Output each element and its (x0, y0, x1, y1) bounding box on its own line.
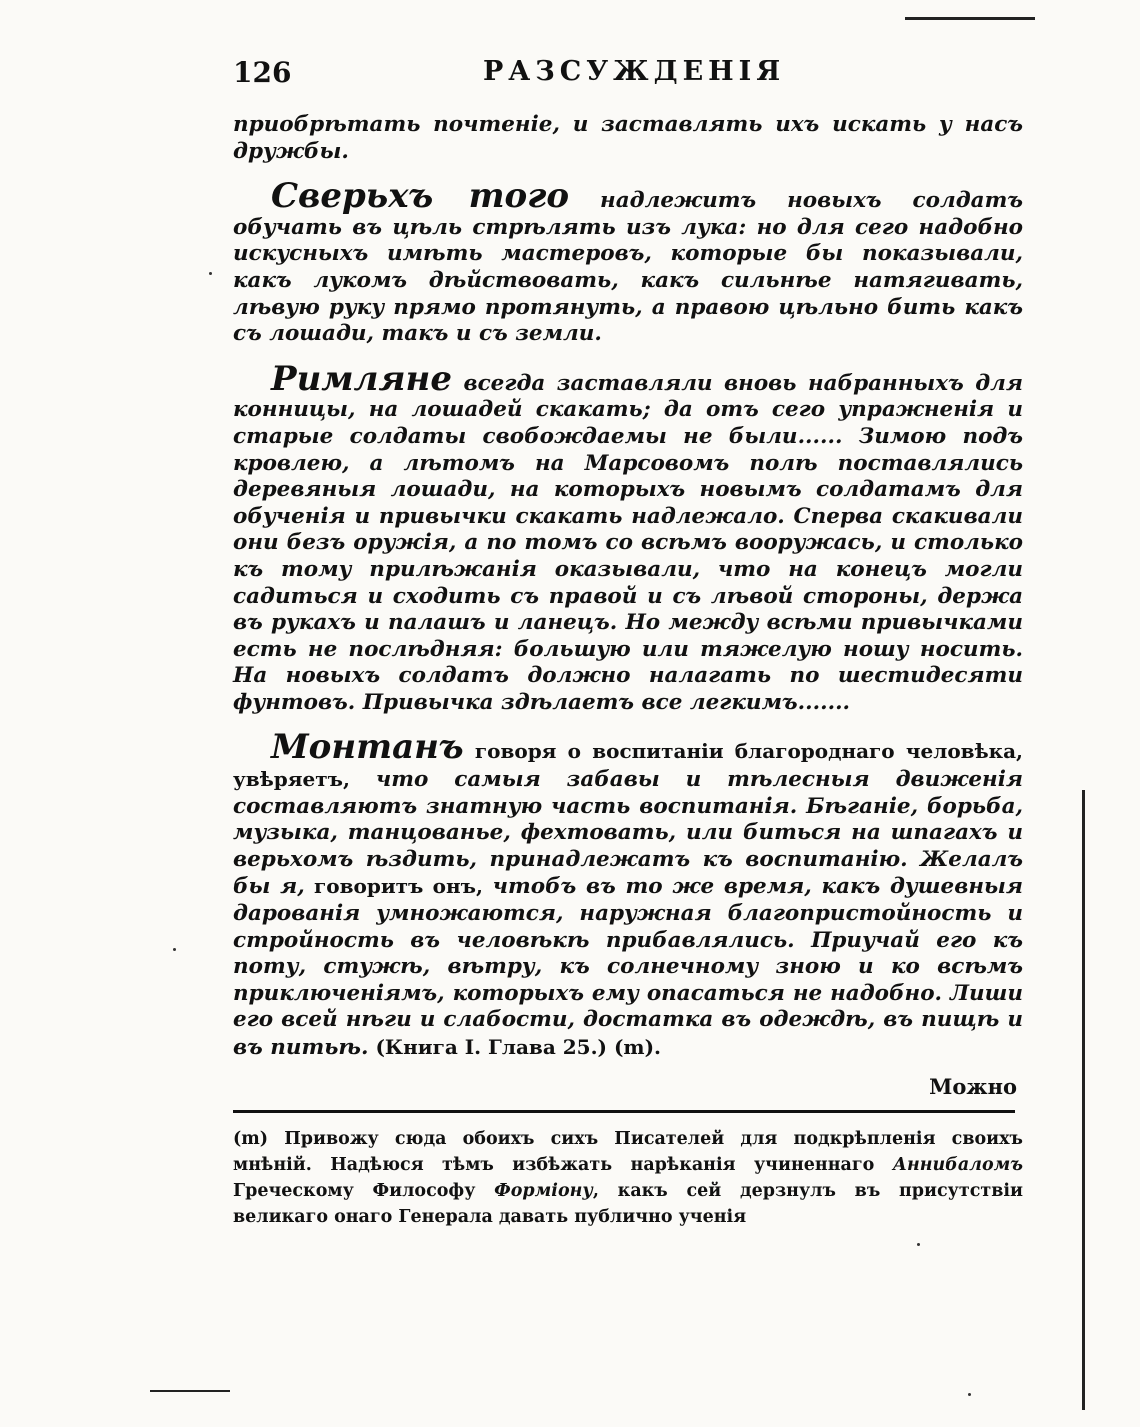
paragraph-4-reference: (Книга I. Глава 25.) (m). (368, 1035, 662, 1059)
paragraph-4-lead: Монтанъ (271, 727, 464, 768)
paragraph-4-text-b: чтобъ въ то же время, какъ душевныя дарованія умножаются, наружная благопристойность и стройность въ человѣкѣ прибавлялись. Приучай его къ поту, стужѣ, вѣтру, къ солнечному зною и ко всѣмъ приключеніямъ, которыхъ ему опасаться не надобно. Лиши его всей нѣги и слабости, достатка въ одеждѣ, въ пищѣ и въ питьѣ. (233, 874, 1023, 1060)
paragraph-4-text: что самыя забавы и тѣлесныя движенія составляютъ знатную часть воспитанія. Бѣганіе, борьба, музыка, танцованье, фехтовать, или биться на шпагахъ и верьхомъ ѣздить, принадлежатъ къ воспитанію. Желалъ бы я, (233, 767, 1023, 900)
speck (917, 1243, 920, 1246)
speck (968, 1393, 971, 1396)
footnote-text-c: , какъ сей дерзнулъ въ присутствіи великаго онаго Генерала давать публично ученія (233, 1181, 1024, 1227)
page-number: 126 (233, 56, 292, 89)
main-text (233, 112, 1023, 1062)
speck (173, 948, 176, 951)
footnote-text-b: Греческому Философу (233, 1181, 495, 1201)
paragraph-3-lead: Римляне (271, 358, 452, 399)
paragraph-4-upright: говоря о воспитаніи благороднаго человѣка, увѣряетъ, (233, 739, 1023, 792)
paragraph-2-lead: Сверьхъ того (271, 176, 570, 217)
paragraph-4-upright-2: говоритъ онъ, (304, 874, 483, 899)
footnote-marker: (m) (233, 1129, 269, 1149)
scan-edge-bottom (150, 1390, 230, 1392)
footnote-name-b: Формiону (494, 1181, 593, 1201)
page-header (233, 56, 1023, 96)
footnote-name-a: Аннибаломъ (892, 1155, 1023, 1175)
scan-edge-right (1082, 790, 1085, 1410)
paragraph-3 (233, 358, 1023, 717)
catch-word: Можно (929, 1074, 1017, 1099)
footnote-text-a: Привожу сюда обоихъ сихъ Писателей для подкрѣпленія своихъ мнѣній. Надѣюся тѣмъ избѣжать нарѣканія учиненнаго (233, 1129, 1023, 1175)
paragraph-2-text: надлежитъ новыхъ солдатъ обучать въ цѣль стрѣлять изъ лука: но для сего надобно искусныхъ имѣть мастеровъ, которые бы показывали, какъ лукомъ дѣйствовать, какъ сильнѣе натягивать, лѣвую руку прямо протянуть, а правою цѣльно бить какъ съ лошади, такъ и съ земли. (233, 188, 1023, 347)
paragraph-1: приобрѣтать почтеніе, и заставлять ихъ искать у насъ дружбы. (233, 112, 1023, 164)
scan-edge-top (905, 17, 1035, 20)
paragraph-2 (233, 176, 1023, 348)
running-head: РАЗСУЖДЕНІЯ (483, 56, 786, 87)
footnote (233, 1126, 1023, 1230)
paragraph-3-text: всегда заставляли вновь набранныхъ для конницы, на лошадей скакать; да отъ сего упражненія и старые солдаты свобождаемы не были...... Зимою подъ кровлею, а лѣтомъ на Марсовомъ полѣ поставлялись деревяныя лошади, на которыхъ новымъ солдатамъ для обученія и привычки скакать надлежало. Сперва скакивали они безъ оружія, а по томъ со всѣмъ вооружась, и столько къ тому прилѣжанія оказывали, что на конецъ могли садиться и сходить съ правой и съ лѣвой стороны, держа въ рукахъ и палашъ и ланецъ. Но между всѣми привычками есть не послѣдняя: большую или тяжелую ношу носить. На новыхъ солдатъ должно налагать по шестидесяти фунтовъ. Привычка здѣлаетъ все легкимъ....... (233, 370, 1023, 715)
paragraph-4 (233, 727, 1023, 1061)
footnote-rule (233, 1110, 1015, 1113)
speck (209, 272, 212, 275)
